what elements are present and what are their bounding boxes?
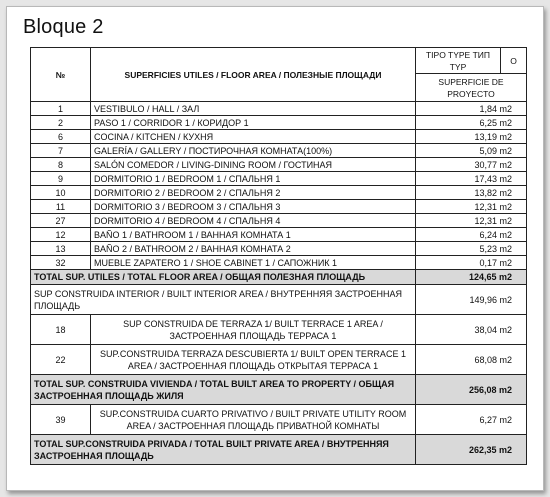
room-name: DORMITORIO 4 / BEDROOM 4 / СПАЛЬНЯ 4 xyxy=(91,214,416,228)
total-useful-label: TOTAL SUP. UTILES / TOTAL FLOOR AREA / ОБЩАЯ ПОЛЕЗНАЯ ПЛОЩАДЬ xyxy=(31,270,416,285)
room-area: 13,82 m2 xyxy=(416,186,527,200)
terrace-name: SUP CONSTRUIDA DE TERRAZA 1/ BUILT TERRACE 1 AREA / ЗАСТРОЕННАЯ ПЛОЩАДЬ ТЕРРАСА 1 xyxy=(91,315,416,345)
terrace-area: 38,04 m2 xyxy=(416,315,527,345)
room-num: 11 xyxy=(31,200,91,214)
type-header: TIPO TYPE ТИП TYP xyxy=(416,48,501,74)
room-name: GALERÍA / GALLERY / ПОСТИРОЧНАЯ КОМНАТА(100%) xyxy=(91,144,416,158)
table-row xyxy=(31,256,527,270)
utility-name: SUP.CONSTRUIDA CUARTO PRIVATIVO / BUILT PRIVATE UTILITY ROOM AREA / ЗАСТРОЕННАЯ ПЛОЩАДЬ ПРИВАТНОЙ КОМНАТЫ xyxy=(91,405,416,435)
page-title: Bloque 2 xyxy=(23,16,104,38)
project-area-header: SUPERFICIE DE PROYECTO xyxy=(416,74,527,102)
table-row xyxy=(31,144,527,158)
table-row xyxy=(31,102,527,116)
room-name: BAÑO 2 / BATHROOM 2 / ВАННАЯ КОМНАТА 2 xyxy=(91,242,416,256)
room-num: 8 xyxy=(31,158,91,172)
room-area: 30,77 m2 xyxy=(416,158,527,172)
room-num: 9 xyxy=(31,172,91,186)
table-row xyxy=(31,158,527,172)
total-built-private-area: 262,35 m2 xyxy=(416,435,527,465)
utility-area: 6,27 m2 xyxy=(416,405,527,435)
total-built-dwelling-label: TOTAL SUP. CONSTRUIDA VIVIENDA / TOTAL BUILT AREA TO PROPERTY / ОБЩАЯ ЗАСТРОЕННАЯ ПЛОЩАДЬ ЖИЛЯ xyxy=(31,375,416,405)
area-header: SUPERFICIES UTILES / FLOOR AREA / ПОЛЕЗНЫЕ ПЛОЩАДИ xyxy=(91,48,416,102)
area-table xyxy=(30,47,527,465)
total-built-private-label: TOTAL SUP.CONSTRUIDA PRIVADA / TOTAL BUILT PRIVATE AREA / ВНУТРЕННЯЯ ЗАСТРОЕННАЯ ПЛОЩАДЬ xyxy=(31,435,416,465)
utility-num: 39 xyxy=(31,405,91,435)
built-interior-row xyxy=(31,285,527,315)
room-name: DORMITORIO 1 / BEDROOM 1 / СПАЛЬНЯ 1 xyxy=(91,172,416,186)
room-area: 17,43 m2 xyxy=(416,172,527,186)
table-row xyxy=(31,116,527,130)
room-area: 12,31 m2 xyxy=(416,214,527,228)
table-row xyxy=(31,200,527,214)
total-useful-row xyxy=(31,270,527,285)
terrace-num: 18 xyxy=(31,315,91,345)
table-row xyxy=(31,214,527,228)
terrace-row xyxy=(31,345,527,375)
terrace-num: 22 xyxy=(31,345,91,375)
room-area: 0,17 m2 xyxy=(416,256,527,270)
room-area: 6,25 m2 xyxy=(416,116,527,130)
room-num: 32 xyxy=(31,256,91,270)
built-interior-area: 149,96 m2 xyxy=(416,285,527,315)
room-name: SALÓN COMEDOR / LIVING-DINING ROOM / ГОСТИНАЯ xyxy=(91,158,416,172)
room-num: 2 xyxy=(31,116,91,130)
room-name: DORMITORIO 3 / BEDROOM 3 / СПАЛЬНЯ 3 xyxy=(91,200,416,214)
room-name: DORMITORIO 2 / BEDROOM 2 / СПАЛЬНЯ 2 xyxy=(91,186,416,200)
room-num: 1 xyxy=(31,102,91,116)
room-num: 13 xyxy=(31,242,91,256)
type-value: O xyxy=(501,48,527,74)
header-row xyxy=(31,48,527,74)
table-row xyxy=(31,228,527,242)
num-header: № xyxy=(31,48,91,102)
room-num: 7 xyxy=(31,144,91,158)
room-name: VESTIBULO / HALL / ЗАЛ xyxy=(91,102,416,116)
table-row xyxy=(31,186,527,200)
room-num: 10 xyxy=(31,186,91,200)
room-area: 5,23 m2 xyxy=(416,242,527,256)
table-row xyxy=(31,172,527,186)
utility-row xyxy=(31,405,527,435)
total-built-dwelling-area: 256,08 m2 xyxy=(416,375,527,405)
room-name: BAÑO 1 / BATHROOM 1 / ВАННАЯ КОМНАТА 1 xyxy=(91,228,416,242)
room-num: 6 xyxy=(31,130,91,144)
total-built-private-row xyxy=(31,435,527,465)
terrace-name: SUP.CONSTRUIDA TERRAZA DESCUBIERTA 1/ BUILT OPEN TERRACE 1 AREA / ЗАСТРОЕННАЯ ПЛОЩАДЬ ОТКРЫТАЯ ТЕРРАСА 1 xyxy=(91,345,416,375)
total-useful-area: 124,65 m2 xyxy=(416,270,527,285)
room-area: 1,84 m2 xyxy=(416,102,527,116)
room-area: 12,31 m2 xyxy=(416,200,527,214)
room-name: PASO 1 / CORRIDOR 1 / КОРИДОР 1 xyxy=(91,116,416,130)
room-num: 12 xyxy=(31,228,91,242)
room-name: COCINA / KITCHEN / КУХНЯ xyxy=(91,130,416,144)
total-built-dwelling-row xyxy=(31,375,527,405)
terrace-row xyxy=(31,315,527,345)
room-area: 6,24 m2 xyxy=(416,228,527,242)
table-row xyxy=(31,242,527,256)
room-area: 5,09 m2 xyxy=(416,144,527,158)
room-area: 13,19 m2 xyxy=(416,130,527,144)
terrace-area: 68,08 m2 xyxy=(416,345,527,375)
built-interior-label: SUP CONSTRUIDA INTERIOR / BUILT INTERIOR AREA / ВНУТРЕННЯЯ ЗАСТРОЕННАЯ ПЛОЩАДЬ xyxy=(31,285,416,315)
room-name: MUEBLE ZAPATERO 1 / SHOE CABINET 1 / САПОЖНИК 1 xyxy=(91,256,416,270)
table-row xyxy=(31,130,527,144)
room-num: 27 xyxy=(31,214,91,228)
document-frame xyxy=(6,6,544,491)
